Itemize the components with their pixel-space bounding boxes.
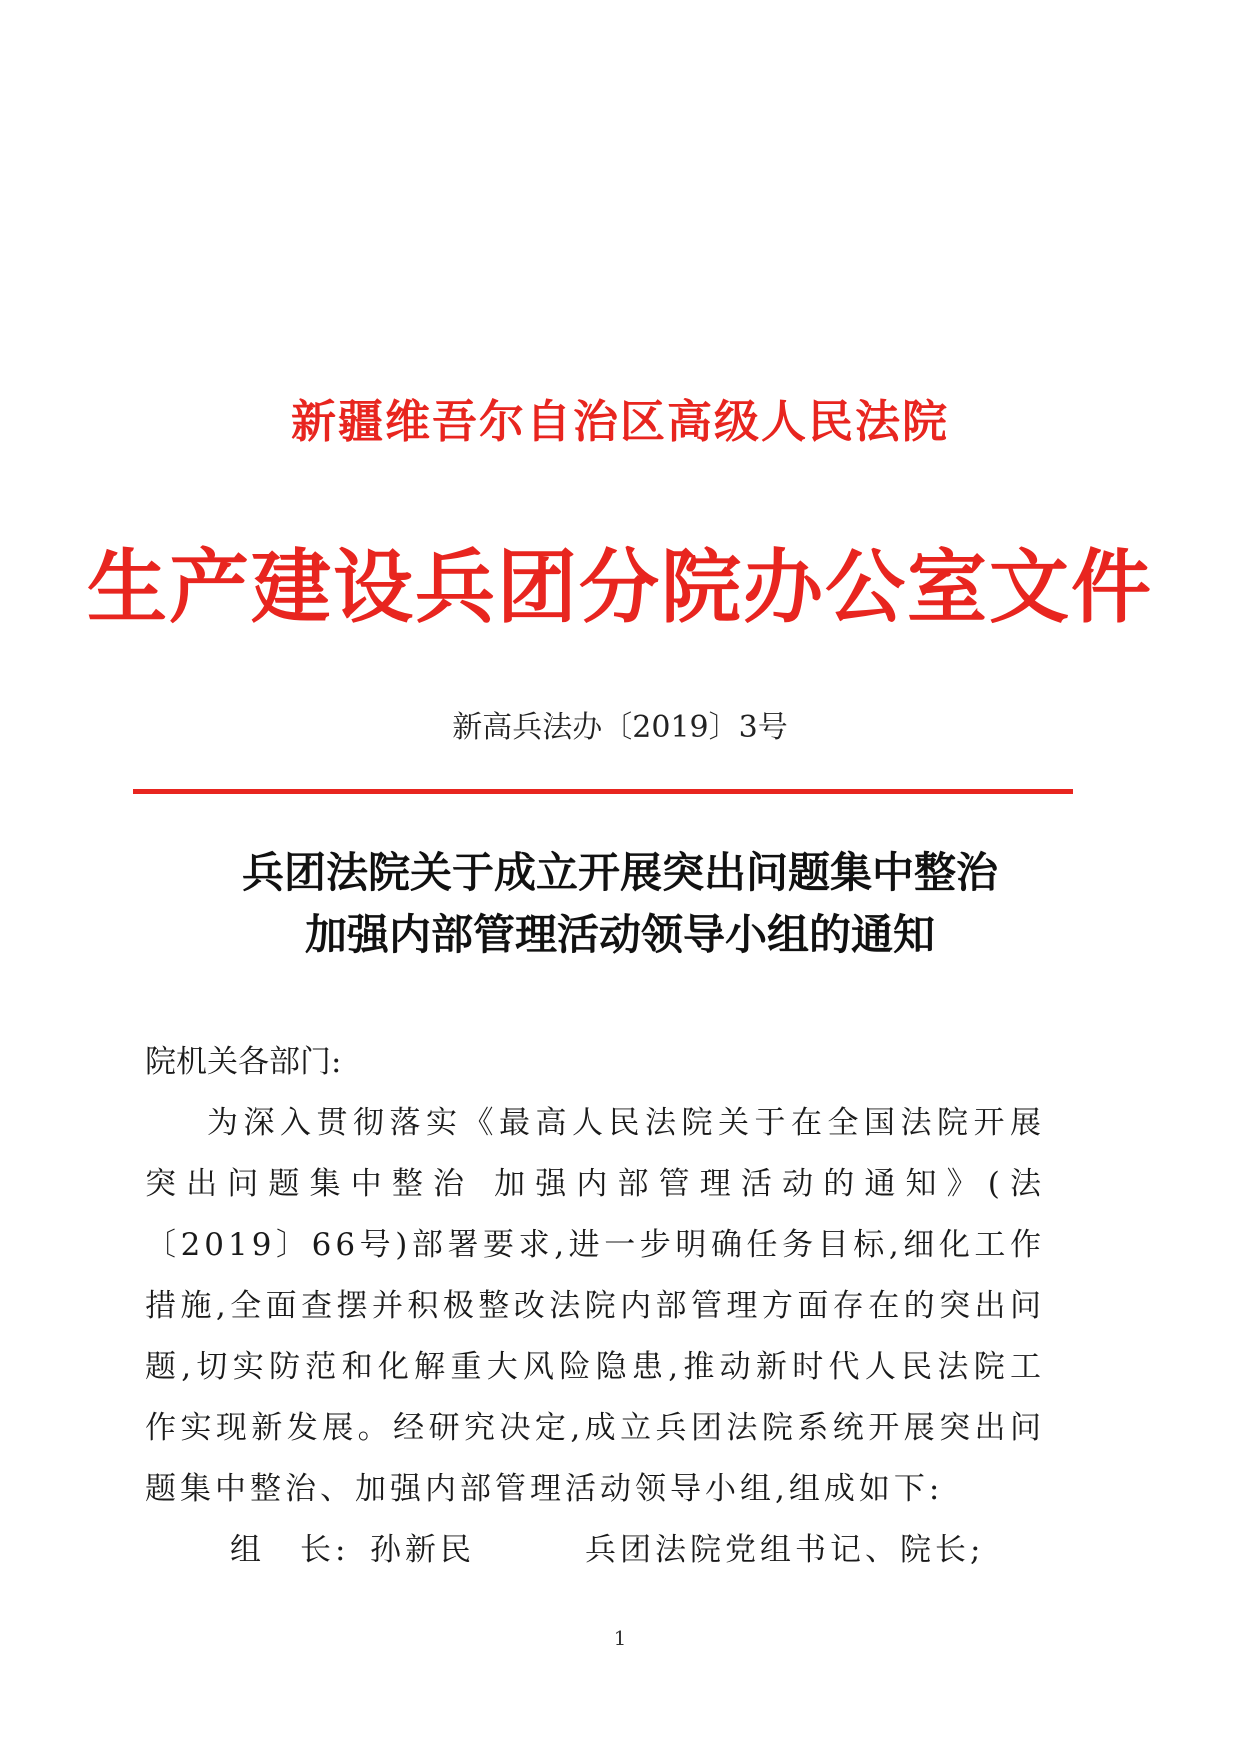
red-divider-rule — [133, 789, 1073, 794]
issuer-name-line2: 生产建设兵团分院办公室文件 — [87, 540, 1153, 634]
document-title — [0, 842, 1240, 966]
member-row — [145, 1520, 1045, 1581]
page-number: 1 — [613, 1626, 627, 1650]
issuer-name-line1: 新疆维吾尔自治区高级人民法院 — [290, 395, 949, 448]
member-position: 兵团法院党组书记、院长; — [585, 1532, 985, 1568]
member-name: 孙新民 — [370, 1532, 475, 1568]
document-body — [145, 1032, 1045, 1581]
member-role: 组 长: — [230, 1532, 350, 1568]
salutation: 院机关各部门: — [145, 1044, 342, 1080]
title-line2: 加强内部管理活动领导小组的通知 — [304, 910, 935, 959]
body-paragraph: 为深入贯彻落实《最高人民法院关于在全国法院开展突出问题集中整治 加强内部管理活动的通知》(法〔2019〕66号)部署要求,进一步明确任务目标,细化工作措施,全面查摆并积极整改法院内部管理方面存在的突出问题,切实防范和化解重大风险隐患,推动新时代人民法院工作实现新发展。经研究决定,成立兵团法院系统开展突出问题集中整治、加强内部管理活动领导小组,组成如下: — [145, 1105, 1045, 1507]
document-number: 新高兵法办〔2019〕3号 — [452, 710, 788, 745]
title-line1: 兵团法院关于成立开展突出问题集中整治 — [241, 848, 998, 897]
